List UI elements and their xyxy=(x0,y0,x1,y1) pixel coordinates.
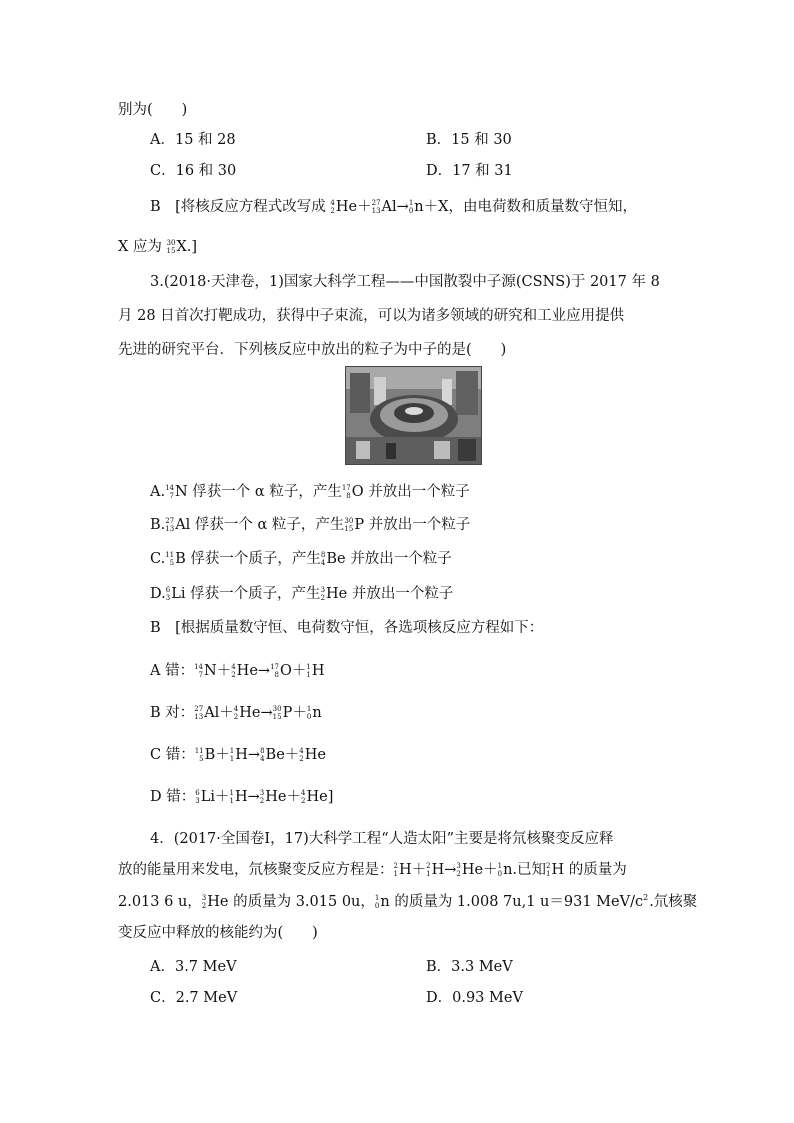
q2-answer-text-6: X.] xyxy=(176,239,198,255)
nuclide-x30: 30 15 xyxy=(166,239,176,255)
q4-stem-2: 放的能量用来发电，氘核聚变反应方程是： 2 1 H＋ 2 1 H→ 3 2 He＋ 1 0 n.已知 2 1 H 的质量为 xyxy=(118,862,627,878)
q3-option-c: C. 11 5 B 俘获一个质子，产生 8 4 Be 并放出一个粒子 xyxy=(150,551,452,567)
q4-option-b: B．3.3 MeV xyxy=(426,959,513,975)
q3-option-b: B. 27 13 Al 俘获一个 α 粒子，产生 30 15 P 并放出一个粒子 xyxy=(150,517,471,533)
q2-answer-text-3: Al→ xyxy=(381,199,409,215)
nuclide-al27: 27 13 xyxy=(371,199,381,215)
nuclide-n1: 1 0 xyxy=(408,199,414,215)
q2-option-b: B．15 和 30 xyxy=(426,132,512,148)
q3-eq-b: B 对： 27 13 Al＋ 4 2 He→ 30 15 P＋ 1 0 n xyxy=(150,705,322,721)
q3-eq-a: A 错： 14 7 N＋ 4 2 He→ 17 8 O＋ 1 1 H xyxy=(150,663,325,679)
nuclide-n14: 14 7 xyxy=(165,484,175,500)
nuclide-b11: 11 5 xyxy=(165,551,175,567)
nuclide-p30: 30 15 xyxy=(344,517,354,533)
q2-answer-text-4: n＋X，由电荷数和质量数守恒知， xyxy=(414,199,637,215)
q2-answer-text-2: He＋ xyxy=(335,199,372,215)
q2-answer xyxy=(150,195,637,216)
nuclide-he3: 3 2 xyxy=(320,586,326,602)
q4-option-a: A．3.7 MeV xyxy=(150,959,237,975)
q4-stem-4: 变反应中释放的核能约为( ) xyxy=(118,925,318,941)
q3-answer: B [根据质量数守恒、电荷数守恒，各选项核反应方程如下： xyxy=(150,620,544,636)
nuclide-li6: 6 3 xyxy=(165,586,171,602)
q2-stem-end: 别为( ) xyxy=(118,102,188,118)
q2-answer-text-5: X 应为 xyxy=(118,239,167,255)
q3-stem-2: 月 28 日首次打靶成功，获得中子束流，可以为诸多领域的研究和工业应用提供 xyxy=(118,308,625,324)
q2-option-d: D．17 和 31 xyxy=(426,163,513,179)
nuclide-al27: 27 13 xyxy=(165,517,175,533)
csns-facility-photo xyxy=(345,366,482,465)
q3-stem-3: 先进的研究平台．下列核反应中放出的粒子为中子的是( ) xyxy=(118,342,507,358)
nuclide-he4: 4 2 xyxy=(330,199,335,215)
nuclide-o17: 17 8 xyxy=(341,484,351,500)
q3-option-a: A. 14 7 N 俘获一个 α 粒子，产生 17 8 O 并放出一个粒子 xyxy=(150,484,470,500)
q3-eq-c: C 错： 11 5 B＋ 1 1 H→ 8 4 Be＋ 4 2 He xyxy=(150,747,326,763)
q4-stem-1: 4．(2017·全国卷Ⅰ，17)大科学工程“人造太阳”主要是将氘核聚变反应释 xyxy=(150,831,614,847)
q3-stem-1: 3.(2018·天津卷，1)国家大科学工程——中国散裂中子源(CSNS)于 2017 年 8 xyxy=(150,274,660,290)
q4-option-d: D．0.93 MeV xyxy=(426,990,523,1006)
nuclide-be8: 8 4 xyxy=(320,551,326,567)
q4-option-c: C．2.7 MeV xyxy=(150,990,238,1006)
q3-eq-d: D 错： 6 3 Li＋ 1 1 H→ 3 2 He＋ 4 2 He] xyxy=(150,789,334,805)
q2-answer-cont xyxy=(118,235,197,256)
q2-option-a: A．15 和 28 xyxy=(150,132,236,148)
q3-option-d: D. 6 3 Li 俘获一个质子，产生 3 2 He 并放出一个粒子 xyxy=(150,586,454,602)
q4-stem-3: 2.013 6 u， 3 2 He 的质量为 3.015 0u， 1 0 n 的质量为 1.008 7u,1 u＝931 MeV/$c^2$.氘核聚 xyxy=(118,893,698,910)
q2-answer-text-1: B [将核反应方程式改写成 xyxy=(150,199,331,215)
q2-option-c: C．16 和 30 xyxy=(150,163,237,179)
